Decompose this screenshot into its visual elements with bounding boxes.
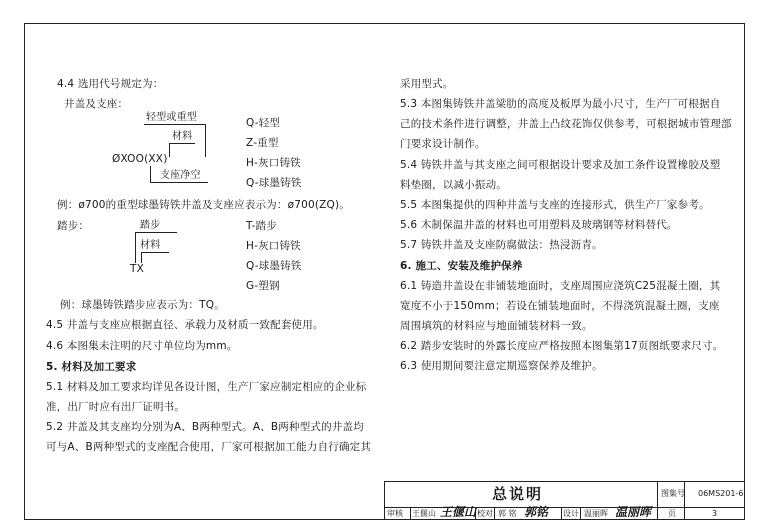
review-label: 审核 — [387, 509, 403, 518]
label-material: 材料 — [172, 131, 193, 142]
atlas-number: 06MS201-6 — [698, 489, 744, 498]
section-6-3: 6.3 使用期间要注意定期巡察保养及维护。 — [400, 360, 603, 372]
step-code: TX — [130, 263, 145, 275]
reviewer-signature: 王偃山 — [440, 505, 477, 519]
section-6-1-line2: 宽度不小于150mm；若设在铺装地面时，不得浇筑混凝土圈，支座 — [400, 300, 720, 312]
section-5-heading: 5. 材料及加工要求 — [46, 361, 137, 373]
check-label: 校对 — [477, 509, 493, 518]
atlas-number-label: 图集号 — [661, 489, 685, 498]
leader-line — [141, 252, 169, 253]
type-heavy: Z-重型 — [246, 137, 279, 149]
leader-line — [135, 232, 177, 233]
design-label: 设计 — [563, 509, 579, 518]
type-step: T-踏步 — [246, 220, 278, 232]
type-ductile-iron: Q-球墨铸铁 — [246, 177, 302, 189]
section-5-3-line3: 门要求设计制作。 — [400, 138, 486, 150]
designer-name: 温丽晖 — [584, 509, 608, 518]
section-5-7: 5.7 铸铁井盖及支座防腐做法：热浸沥青。 — [400, 239, 603, 251]
title-block-divider — [657, 481, 658, 520]
section-4-4: 4.4 选用代号规定为： — [57, 78, 164, 90]
section-5-4-line1: 5.4 铸铁井盖与其支座之间可根据设计要求及加工条件设置橡胶及塑 — [400, 159, 721, 171]
page-label: 页 — [668, 509, 676, 518]
type-gray-iron-2: H-灰口铸铁 — [246, 240, 301, 252]
section-5-6: 5.6 木制保温井盖的材料也可用塑料及玻璃钢等材料替代。 — [400, 219, 678, 231]
right-continued: 采用型式。 — [400, 78, 454, 90]
designer-signature: 温丽晖 — [615, 505, 652, 519]
type-light: Q-轻型 — [246, 117, 281, 129]
leader-line — [205, 124, 206, 157]
reviewer-name: 王偃山 — [412, 509, 436, 518]
leader-line — [169, 143, 195, 144]
leader-line — [169, 143, 170, 157]
section-6-1-line3: 周围填筑的材料应与地面铺装材料一致。 — [400, 320, 593, 332]
leader-line — [150, 166, 151, 182]
step-label: 踏步： — [57, 220, 90, 232]
section-5-1-line1: 5.1 材料及加工要求均详见各设计图，生产厂家应制定相应的企业标 — [46, 381, 367, 393]
leader-line — [141, 252, 142, 263]
example-cover: 例：ø700的重型球墨铸铁井盖及支座应表示为：ø700(ZQ)。 — [57, 199, 350, 211]
section-5-4-line2: 料垫圈，以减小振动。 — [400, 179, 507, 191]
leader-line — [144, 124, 206, 125]
section-6-1-line1: 6.1 铸造井盖设在非铺装地面时，支座周围应浇筑C25混凝土圈，其 — [400, 280, 721, 292]
label-step: 踏步 — [140, 220, 161, 231]
leader-line — [150, 182, 208, 183]
section-5-2-line2: 可与A、B两种型式的支座配合使用，厂家可根据加工能力自行确定其 — [46, 441, 372, 453]
type-gray-iron: H-灰口铸铁 — [246, 157, 301, 169]
section-4-6: 4.6 本图集未注明的尺寸单位均为mm。 — [46, 340, 238, 352]
title-block-divider — [494, 507, 495, 520]
title-block-divider — [561, 507, 562, 520]
cover-code: ØXOO(XX) — [112, 153, 168, 165]
checker-signature: 郭铭 — [524, 505, 549, 519]
leader-line — [135, 232, 136, 263]
section-6-2: 6.2 踏步安装时的外露长度应严格按照本图集第17页图纸要求尺寸。 — [400, 340, 724, 352]
page-number: 3 — [712, 509, 718, 518]
title-block-divider — [384, 507, 745, 508]
cover-and-seat-label: 井盖及支座： — [64, 98, 129, 110]
checker-name: 郭 铭 — [498, 509, 517, 518]
title-block-divider — [684, 481, 685, 520]
section-5-5: 5.5 本图集提供的四种井盖与支座的连接形式，供生产厂家参考。 — [400, 199, 710, 211]
section-5-3-line2: 己的技术条件进行调整，井盖上凸纹花饰仅供参考，可根据城市管理部 — [400, 118, 732, 130]
title-block-divider — [580, 507, 581, 520]
section-5-1-line2: 准，出厂时应有出厂证明书。 — [46, 401, 186, 413]
section-5-3-line1: 5.3 本图集铸铁井盖梁肋的高度及板厚为最小尺寸，生产厂可根据自 — [400, 98, 721, 110]
label-light-or-heavy: 轻型或重型 — [146, 112, 197, 123]
section-5-2-line1: 5.2 井盖及其支座均分别为A、B两种型式。A、B两种型式的井盖均 — [46, 421, 364, 433]
section-6-heading: 6. 施工、安装及维护保养 — [400, 260, 523, 272]
section-4-5: 4.5 井盖与支座应根据直径、承载力及材质一致配套使用。 — [46, 319, 324, 331]
label-seat-clearance: 支座净空 — [160, 170, 201, 181]
drawing-title: 总说明 — [492, 485, 544, 503]
title-block-divider — [410, 507, 411, 520]
example-step: 例：球墨铸铁踏步应表示为：TQ。 — [60, 299, 225, 311]
type-plastic-steel: G-塑钢 — [246, 280, 280, 292]
label-material-2: 材料 — [140, 240, 161, 251]
type-ductile-iron-2: Q-球墨铸铁 — [246, 260, 302, 272]
